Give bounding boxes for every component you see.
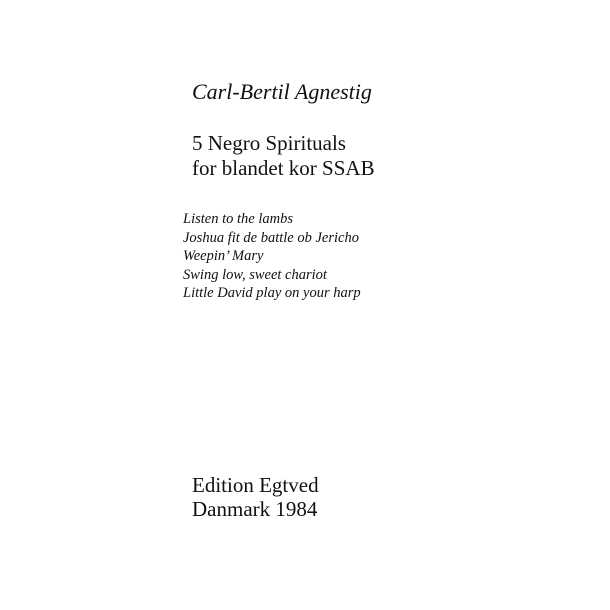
song-item: Swing low, sweet chariot [183, 266, 327, 283]
work-title-line-1: 5 Negro Spirituals [192, 131, 346, 155]
work-title-line-2: for blandet kor SSAB [192, 156, 375, 180]
song-list [183, 210, 361, 303]
publisher-place-year: Danmark 1984 [192, 497, 318, 521]
song-item: Listen to the lambs [183, 211, 293, 227]
composer-name: Carl-Bertil Agnestig [192, 79, 372, 104]
song-item: Weepin’ Mary [183, 248, 264, 264]
song-item: Joshua fit de battle ob Jericho [183, 229, 359, 246]
publisher-block [192, 473, 319, 521]
work-title [192, 131, 375, 181]
publisher-name: Edition Egtved [192, 473, 319, 497]
song-item: Little David play on your harp [183, 285, 361, 301]
